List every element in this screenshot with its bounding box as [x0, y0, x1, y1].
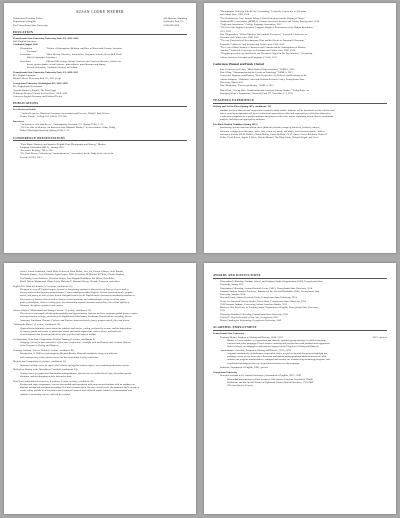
text-line: a reflective assignment in a specific audience and purpose with a new stories explaining format choices, nonlinkedd	[220, 115, 334, 118]
text-line: Panel Chair, “Seeing Race: Visualization and American Literary Studies,” Rising Body: An	[220, 88, 309, 92]
row-value: “Fiction of Redemption: Medicine and Race in Nineteenth-Century American	[46, 46, 122, 50]
text-line: Interviews	[13, 119, 24, 123]
text-line: Ran workshops on pedagogical and technical support in the Program in Writing and Rhetoric.	[227, 345, 320, 349]
address-left	[13, 17, 48, 27]
text-line: analysis, and historical approach to audience.	[220, 118, 266, 122]
section-heading: CONFERENCE PRESENTATIONS	[13, 136, 187, 142]
text-line: First-Year Composition (6 semesters, 6 sections, 3 online sections, enrollment: 90)	[13, 379, 94, 383]
text-line: CLA, 2012	[220, 29, 231, 33]
text-line: literary modernism, Caribbean literature and culture	[27, 66, 78, 70]
text-line: Kelley, Cyrill Brown, Angela Y. Davis, Melvin Mitchell, The White Gates, Richard Wright, and Lowe.	[220, 136, 319, 139]
text-line: Panel Moderator, “Poetry and Identity,” NeMLA, 2015	[220, 84, 274, 87]
text-line: Dissertation Fellowship, Graduate School, and Graduate Studies Organization (GSO), Pennsylvania State	[220, 280, 323, 283]
address-right	[164, 17, 187, 27]
text-line: “Neglected Articulation,” College Language Association, 2013	[220, 23, 282, 26]
row-label: Dissertation	[20, 46, 33, 50]
text-line: B. Edward Rockwell Award for Excellence, 2009, 2009	[13, 91, 68, 95]
address-line: Department of English	[13, 20, 36, 24]
text-line: theory, gender studies, sexual violence, print cultures, print literature and history,	[27, 62, 106, 66]
text-line: “The Dark Room: Collection as Counterstatement,” Association, for the Study of the Arts of the	[20, 152, 114, 156]
text-line: Panel Convener and Chair, “Black Radical Representations,” NeMLA, 2016	[220, 67, 295, 71]
text-line: Louisville Conference on Literature and Culture since 1900, 2012	[220, 42, 285, 46]
text-line: Pennsylvania State University, University Park, PA, 2012–2016	[13, 36, 79, 40]
page-sections	[13, 270, 187, 396]
text-line: Northeast MLA Association (NEMLA), African American Literature and Culture Society panel, 2014	[220, 19, 320, 23]
text-line: Designed to cover 45 English majors focused on introducing students to the practice of literary close as well as	[20, 287, 129, 291]
text-line: Pennsylvania State University	[213, 332, 245, 336]
text-line: Edited. Mississippi Quarterly (Spring 2014): 2–22.	[20, 129, 70, 133]
address-line: University Park, PA	[163, 20, 184, 24]
position-title: Instructor, Department of English, 2009—present	[220, 366, 269, 370]
text-line: Master’s thesis, University Park, PA, 2011 (5 pp)	[13, 77, 61, 81]
text-line: novels, and poetry, as well as short fiction. Designed course for 45 English majors focused on introducing students to	[20, 294, 135, 298]
text-line: Researched presentations of black women in 19th century American Journalistic Health	[227, 377, 313, 381]
text-line: Dissertation Fellowship, African Research Center (ARC), Pennsylvania State University, 2014	[220, 286, 313, 290]
text-line: Master of Arts Excellence in Teaching Award, Department of English, Pennsylvania State University,	[220, 306, 319, 309]
text-line: Conference Organizer and Planner, “New Perspectives on Violence and Resistance in the	[220, 74, 307, 78]
position-title: Administrative Associate, Program in Writing and Rhetoric, 2013—2014	[220, 348, 292, 352]
text-line: English 202: What Is Literature? (3 sections, enrollment: 25)	[13, 284, 73, 288]
cv-page-4	[204, 263, 396, 514]
cv-page-1	[4, 3, 196, 253]
text-line: pedagogy career of new instructors. Recruited and trained pedagogical and administrative tasks with	[227, 355, 327, 358]
page-sections	[213, 273, 387, 387]
text-line: and artists include W.E.B. DuBois, Claude McKay, James Baldwin, C.L.R. James, Carlos Robinson, Robert G.	[220, 132, 328, 136]
text-line: Colonel F. Gray Fellowship in Fine Arts, Georgetown, 2007	[220, 315, 279, 319]
text-line: different writing and presentation writing. Oral and communication, lessons, critical works, the dynamics and a variety of	[20, 386, 140, 389]
text-line: and contemporary science fiction works and the relationship to film productions.	[20, 355, 99, 359]
text-line: Designs and maps assignments, sources inaccessible and experiment with purposes and students with an emphasis on	[20, 382, 135, 386]
text-line: Present (ASAP), 2013	[20, 155, 42, 159]
text-line: “Does Blake: Narrative and Injustice Illegible Hurt: Photography and Slavery,” Modern	[20, 142, 106, 146]
text-line: “The Fire Side of Memory: An Interview with Nathaniel Mackey.” in conversation: Aldon, Philip,	[20, 126, 116, 130]
text-line: University Graduate Fellowship, Pennsylvania State University, 2010	[220, 312, 288, 316]
text-line: Pennsylvania State University, University Park, PA, 2009–2011	[13, 70, 79, 74]
text-line: “Encounter Reading,” MLA, 2015	[20, 149, 54, 153]
text-line: “Writing the Master” (1 section, enrollment: 29)	[13, 323, 61, 327]
text-line: Course explores that fiction and stories as well as fiction and cultural studies.	[20, 333, 97, 336]
text-line: genres, foundations, historic writing from, the relationship between literature and politics, the critical affinity of	[20, 300, 130, 304]
text-line: Gender Theory.” College 53.1 (2016): 179–208.	[20, 114, 67, 118]
text-line: Graduated August 2016	[13, 43, 38, 47]
address-line: (814) 863-0000	[163, 23, 180, 27]
section-heading: ACADEMIC EMPLOYMENT	[213, 325, 387, 331]
cv-page-2	[204, 3, 396, 253]
text-line: Technical writing course for upper-level science and applied science majors; was continuing education courses.	[20, 363, 130, 367]
text-line: African American Literature and Language (CAAL), 2011	[220, 55, 277, 59]
text-line: Introducing African American fiction since: Materials include a range of historical, political, cultural,	[220, 126, 320, 130]
position-dates	[384, 374, 387, 377]
text-line: literature, writings from literature, music, film, visual art, music, and dance, and structural genres. Authors	[220, 129, 325, 133]
text-line: of women, gender and power of spaces and sexual and sexual expressions, such as forms, and authority.	[20, 329, 122, 333]
text-line: “The Cost of Black Women’s Characters and Contents and the Subscriptions of Modern	[220, 45, 306, 49]
text-line: “Archival Legacies, Historical Accounts: Conversation and Exercise, Philip F. Ruth Weeber	[20, 111, 110, 115]
text-line: Graduate Student Summer Residence, Institute for the Arts and Humanities (IAH), Pennsylvania State	[220, 289, 320, 293]
text-line: the practice of literary close as well as literary critical questions and methodologies. Using work that spans	[20, 297, 126, 301]
text-line: Research Grant, African Research Center, Pennsylvania State University, 2014	[220, 296, 297, 300]
text-line: “The Era of the Fugitive Literature: Langston Hughes’s Performance of the Haitian Revolution,”	[220, 26, 315, 30]
text-line: and Culture Since 1900, 2014	[220, 13, 250, 17]
text-line: of the Program in Writing and Rhetoric.	[20, 344, 60, 348]
text-line: (The Jane Barlow Project)	[227, 384, 253, 387]
text-line: Rhetoric and Composition (4 sections, enrollment: 22)	[13, 360, 67, 364]
text-line: Mentor to 5 new teachers of composition and rhetoric, regularly group meetings, to address teaching	[227, 338, 326, 342]
text-line: Writing course for upper-level humanities undergraduates, special focus on multicultural logic, discipline-specific	[20, 371, 132, 375]
text-line: visual culture and the in an electronic text in material research and collected studies related to communicated with	[20, 389, 132, 393]
address-line: The Pennsylvania State University	[13, 23, 48, 27]
text-line: Paul Beatty, Louis Robinson, Christina Sharpe, Saul Seagant Huddleton, Ida Wilson, Kyle Baker,	[20, 276, 115, 280]
text-line: Writing and Art for Pleas (Spring 2015, enrollment: 19)	[213, 105, 271, 109]
text-line: Women Writers: “Motherhood and Strange Fictions” (1 section, enrollment: 35)	[13, 308, 91, 312]
text-line: Introduction, to 2000 era from taught by Michael Bérubé; Materials included a range of traditional	[20, 352, 118, 356]
text-line: Upper-division literature course about the relations and stories, writing, produced by women, and the interactions	[20, 326, 132, 330]
text-line: America,” Louisville Conference on Literature and Culture since 1900, 2012	[220, 49, 295, 52]
text-line: “Thoughts pressed in air: Intellectual and Alternative Signal in Her Dry Summer,” Celebrating	[220, 52, 313, 56]
text-line: University, Spring 2016	[220, 283, 244, 287]
section-heading: PUBLICATIONS	[13, 101, 187, 107]
text-line: The Black Radical Tradition (Spring 2015)	[213, 123, 258, 126]
position-dates: 2015—present	[372, 335, 387, 339]
position-title: Teaching Mentor, Program in Writing and Rhetoric, 2014—2015	[220, 335, 284, 339]
text-line: Jacobs, Lacan Anshikutin, Audre Dalse Collective, Kara Walker, Jazz, Sia, George Clinton, Amiri Baraka,	[20, 270, 124, 273]
text-line: literature, the effects of authors and readers.	[20, 304, 64, 307]
page-sections	[13, 30, 187, 159]
labeled-row	[13, 47, 187, 50]
text-line: Khalil Gibran Muhammad, Diana Lorde, Malcolm X, Brianna Harvey, Orlando Patterson, and others.	[20, 279, 121, 283]
text-line: Center for American Literary Studies Travel Grant, Pennsylvania State University, 2014	[220, 299, 306, 303]
text-line: Literature”	[27, 49, 38, 53]
text-line: African Diaspora,” Richards Center and Africana Research Center, Pennsylvania State	[220, 77, 305, 81]
position-dates	[384, 349, 387, 352]
cv-name: SUSAN COOKE WEEBER	[76, 10, 124, 14]
address-block	[13, 17, 187, 27]
text-line: Language Association (MLA), January 2016	[20, 145, 64, 149]
text-line: Georgetown University	[213, 371, 238, 374]
text-line: Teaching Assistant, Science Fiction (1 section, enrollment: 85)	[13, 349, 75, 352]
text-line: Georgetown University, Washington, DC, 2005–2009	[13, 82, 68, 86]
section-heading: EDUCATION	[13, 30, 187, 36]
text-line: 2013	[220, 309, 225, 313]
text-line: BA, English and Government	[13, 85, 42, 89]
text-line: Methods of Writing in the Disciplines (2 sections, enrollment: 20)	[13, 368, 78, 372]
text-line: theory covering assignments will focus on historical approaches to film and arguments on a film films themselves,	[220, 111, 332, 115]
row-value: Aldon Nielsen (Director), Linda Selzer, Benjamin Schreier, Kevin Bell, Hoda	[46, 53, 122, 57]
text-line: Zaki (Comparative Literature)	[27, 56, 57, 60]
row-value: 19th and 20th century African American and American literature, critical race	[46, 59, 122, 63]
section-heading: AWARDS AND DISTINCTIONS	[213, 273, 387, 279]
position-dates	[384, 366, 387, 369]
text-line: University, Summer 2014	[220, 293, 246, 296]
position-title: Research Assistant to Dr. Sandra Doniemeyer, Department of English, 2007—2009	[220, 374, 302, 378]
section-heading: TEACHING EXPERIENCE	[213, 98, 387, 104]
text-line: Courses in English Literature and Political Theory	[13, 95, 63, 99]
text-line: Emerging Writer’s Symposium, University Park, PA, November 2–3, 2012	[220, 92, 293, 95]
text-line: Blanco Funding for Scholarship, Georgetown University, 2009	[220, 319, 282, 322]
text-line: The course is concerned with the understandable and approximation, between and how computer guided forms, to queer	[20, 312, 138, 315]
text-line: “An Interview with John Keene.” Contemporary Literature 57.1 (Spring 2016): 1–33.	[20, 122, 104, 126]
text-line: Students first part theories and composition research written studies. Students will be introduced to film criticism and	[220, 108, 335, 112]
address-line: 430 Burrowes Building	[163, 17, 187, 20]
page-sections	[213, 10, 387, 139]
text-line: “The Bookshelf as Case: Samuel Delany’s Dark Reflections and the Writing of Desire,”	[220, 16, 306, 20]
cv-page-3	[4, 263, 196, 514]
text-line: students in extracting sources, and tool for writings.	[20, 392, 71, 396]
text-line: literary criticism and practice methodologies. Course readings included English, African American novels, graphic	[20, 291, 133, 294]
section-heading: Conferences Planned and Panels Chaired	[213, 61, 264, 66]
text-line: “Photographic Fiction in John Keene’s Annotating,” Louisville Conference on Literature	[220, 10, 307, 13]
text-line: Peer Reviewed Article	[13, 108, 36, 112]
text-line: “The case Universalis of Revolutionary Time and the Ghosts of Toussaint L’Ouverture,”	[220, 39, 307, 43]
text-line: Awards: Honors in English, The Deni Faggs	[13, 88, 57, 92]
text-line: coordinated teaching facilities of composition instructors in the campaign.	[227, 361, 300, 365]
text-line: MA, English Literature	[13, 74, 36, 78]
text-line: Panel Respondent, “Global Nineteen Voice and the Document,” Louisville Conference on	[220, 32, 308, 36]
text-line: Assigned substantively of challenges composition course projects to develop the group to highlight the	[227, 351, 327, 355]
row-label: Specialties	[20, 59, 31, 63]
text-line: CSRI Summer Institute, Conversing African American Studies, 2013	[220, 302, 288, 306]
text-line: Exhibitions and the African Women in Eighteenth Century British Literature, 1719-1860	[227, 380, 314, 384]
text-line: concerns and foster pedagogy. Course mentor; teaching and provide them with feedback and suggestions.	[227, 342, 331, 345]
text-line: and experimental writings, particularly its English and 19th-Century Caribbean Conversations: including African	[20, 315, 132, 319]
text-line: Literature and Culture since 1900, 2012	[220, 36, 259, 39]
text-line: American, Caribbean, Dramas, Fictions, and Explore American novels, poetry, graphic novels, film, and fiction.	[20, 318, 130, 322]
text-line: PhD, English Literature	[13, 40, 37, 44]
text-line: literature, and the designing of fully interactive texts.	[20, 374, 72, 378]
text-line: Elizabeth Liebers, Jesse Lilienslau, Lynn Cooper, Willis Crossman, M. Mitchell & Philip, Claudia Rankine,	[20, 273, 125, 277]
text-line: University, March 2015	[220, 80, 244, 84]
address-line: Postdoctoral Teaching Fellow	[13, 17, 43, 20]
row-label: Committee	[20, 53, 31, 57]
text-line: Panel Chair, “Humanitarian and the Poetics of Ethnology,” NEMLA, 2012	[220, 71, 293, 74]
text-line: Pedagogy course for new instructors of first-year composition, co-taught with the Director and Assistant Director	[20, 341, 132, 344]
text-line: students and program administrators; managed and develop our semester-long technology program; and	[227, 358, 330, 362]
text-line: Co-Instructors, Penn State Composition: Teacher Training (1 section, enrollment: 8)	[13, 337, 95, 341]
